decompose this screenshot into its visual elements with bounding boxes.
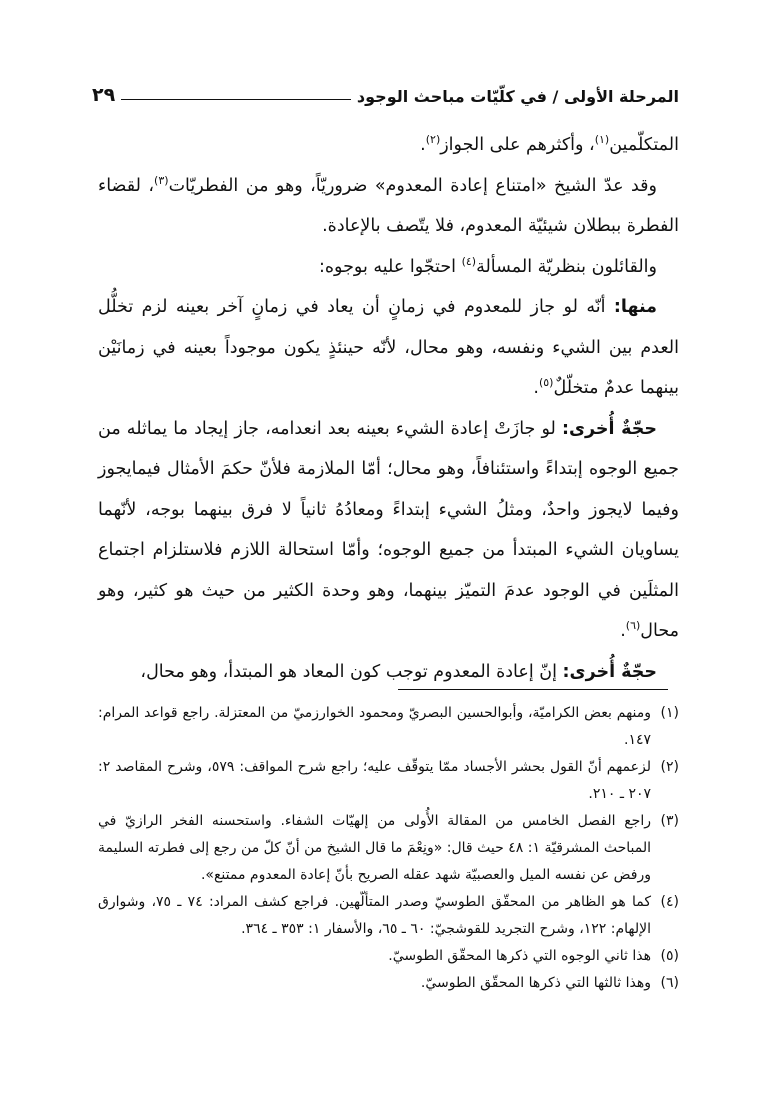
footnote-number: (٦) — [660, 975, 679, 991]
text-run: . — [620, 621, 626, 641]
text-run: . — [533, 378, 539, 398]
footnote — [98, 889, 679, 943]
footnote — [98, 700, 679, 754]
footnote-text: ومنهم بعض الكراميّة، وأبوالحسين البصريّ ومحمود الخوارزميّ من المعتزلة. راجع قواعد المرام: ١٤٧. — [98, 705, 651, 748]
footnote-text: كما هو الظاهر من المحقّق الطوسيّ وصدر المتألّهين. فراجع كشف المراد: ٧٤ ـ ٧٥، وشوارق الإلهام: ١٢٢، وشرح التجريد للقوشجيّ: ٦٠ ـ ٦٥، والأسفار ١: ٣٥٣ ـ ٣٦٤. — [98, 894, 651, 937]
paragraph-2 — [98, 166, 679, 247]
footnote — [98, 754, 679, 808]
text-run: . — [420, 135, 426, 155]
text-run: ، لقضاء الفطرة ببطلان شيئيّة المعدوم، فلا يتّصف بالإعادة. — [98, 175, 679, 236]
footnote-number: (٥) — [660, 948, 679, 964]
page-number: ٢٩ — [92, 84, 116, 106]
footnote-separator — [398, 689, 668, 690]
paragraph-lead: منها: — [613, 297, 657, 317]
paragraph-4 — [98, 287, 679, 409]
text-run: وقد عدّ الشيخ «امتناع إعادة المعدوم» ضروريّاً، وهو من الفطريّات — [168, 175, 657, 196]
header-rule — [121, 99, 351, 100]
footnote-number: (٣) — [660, 813, 679, 829]
paragraph-lead: حجّةٌ أُخرى: — [561, 418, 658, 439]
footnote-number: (١) — [660, 705, 679, 721]
footnote-ref: (١) — [594, 133, 610, 147]
footnote-text: وهذا ثالثها التي ذكرها المحقّق الطوسيّ. — [420, 975, 651, 991]
footnote-number: (٤) — [660, 894, 679, 910]
footnote-ref: (٥) — [538, 376, 554, 390]
running-title: المرحلة الأولى / في كلّيّات مباحث الوجود — [356, 87, 679, 106]
footnote — [98, 808, 679, 889]
paragraph-5 — [98, 409, 679, 652]
footnote-text: راجع الفصل الخامس من المقالة الأُولى من إلهيّات الشفاء. واستحسنه الفخر الرازيّ في المباحث المشرقيّة ١: ٤٨ حيث قال: «ونِعْمَ ما قال الشيخ من أنّ كلّ من رجع إلى فطرته السليمة ورفض عن نفسه الميل والعصبيّة شهد عقله الصريح بأنّ إعادة المعدوم ممتنع». — [98, 813, 651, 883]
footnote-ref: (٢) — [425, 133, 441, 147]
footnote-number: (٢) — [660, 759, 679, 775]
footnote-ref: (٣) — [154, 173, 169, 187]
paragraph-1 — [98, 125, 679, 166]
text-run: أنّه لو جاز للمعدوم في زمانٍ أن يعاد في زمانٍ آخر بعينه لزم تخلُّل العدم بين الشيء ونفسه، وهو محال، لأنّه حينئذٍ يكون موجوداً بعينه في زمانَيْن بينهما عدمٌ متخلّلٌ — [98, 297, 679, 398]
text-run: إنّ إعادة المعدوم توجب كون المعاد هو المبتدأ، وهو محال، — [140, 661, 563, 682]
paragraph-6 — [98, 652, 679, 693]
text-run: احتجّوا عليه بوجوه: — [318, 256, 462, 277]
footnote — [98, 943, 679, 970]
running-header — [92, 76, 679, 106]
footnotes — [98, 700, 679, 997]
text-run: المتكلّمين — [609, 135, 679, 155]
footnote — [98, 970, 679, 997]
footnote-text: لزعمهم أنّ القول بحشر الأجساد ممّا يتوقّف عليه؛ راجع شرح المواقف: ٥٧٩، وشرح المقاصد ٢: ٢٠٧ ـ ٢١٠. — [98, 759, 651, 802]
footnote-ref: (٦) — [625, 619, 641, 633]
footnote-ref: (٤) — [461, 254, 477, 268]
text-run: ، وأكثرهم على الجواز — [440, 135, 595, 155]
paragraph-3 — [98, 247, 679, 288]
main-text — [98, 125, 679, 692]
text-run: والقائلون بنظريّة المسألة — [476, 256, 657, 277]
footnote-text: هذا ثاني الوجوه التي ذكرها المحقّق الطوسيّ. — [388, 948, 651, 964]
paragraph-lead: حجّةٌ أُخرى: — [562, 661, 657, 682]
text-run: لو جازَتْ إعادة الشيء بعينه بعد انعدامه، جاز إيجاد ما يماثله من جميع الوجوه إبتداءً واستئنافاً، وهو محال؛ أمّا الملازمة فلأنّ حكمَ الأمثال فيمايجوز وفيما لايجوز واحدٌ، ومثلُ الشيء إبتداءً ومعادُهُ ثانياً لا فرق بينهما بوجه، لأنّهما يساويان الشيء المبتدأ من جميع الوجوه؛ وأمّا استحالة اللازم فلاستلزام اجتماع المثلَين في الوجود عدمَ التميّز بينهما، وهو وحدة الكثير من حيث هو كثير، وهو محال — [98, 418, 679, 641]
